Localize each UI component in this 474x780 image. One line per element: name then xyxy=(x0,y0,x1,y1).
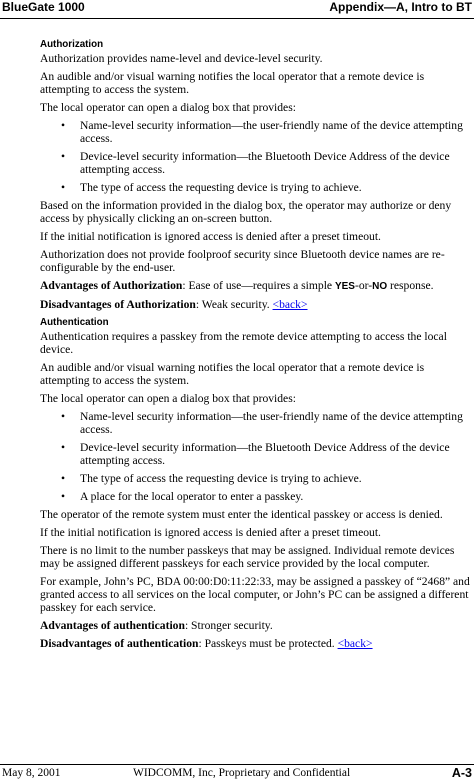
paragraph: Authorization provides name-level and device-level security. xyxy=(40,52,323,65)
paragraph: An audible and/or visual warning notifies the local operator that a remote device is attempting to access the system. xyxy=(40,361,425,387)
paragraph: The local operator can open a dialog box that provides: xyxy=(40,392,296,405)
disadvantages-text: : Weak security. xyxy=(195,298,273,311)
list-item xyxy=(40,410,472,436)
advantages-label: Advantages of authentication xyxy=(40,619,185,632)
page-number: A-3 xyxy=(451,766,472,780)
authorization-bullet-list xyxy=(40,119,472,194)
paragraph: Authentication requires a passkey from the remote device attempting to access the local device. xyxy=(40,330,447,356)
paragraph: For example, John’s PC, BDA 00:00:D0:11:22:33, may be assigned a passkey of “2468” and granted access to all services on the local computer, or John’s PC can be assigned a different passkey for each service. xyxy=(40,575,470,614)
list-item xyxy=(40,441,472,467)
page-footer xyxy=(0,764,474,780)
advantages-text: : Ease of use—requires a simple xyxy=(182,279,335,292)
list-item-text: The type of access the requesting device is trying to achieve. xyxy=(80,181,362,194)
list-item xyxy=(40,490,472,503)
list-item xyxy=(40,181,472,194)
paragraph: An audible and/or visual warning notifies the local operator that a remote device is attempting to access the system. xyxy=(40,70,425,96)
list-item-text: The type of access the requesting device is trying to achieve. xyxy=(80,472,362,485)
advantages-end: response. xyxy=(387,279,434,292)
bullet-icon: • xyxy=(61,119,66,132)
yes-keyword: YES xyxy=(334,281,355,292)
or-text: -or- xyxy=(354,279,373,292)
authorization-heading: Authorization xyxy=(40,39,104,50)
document-title: BlueGate 1000 xyxy=(2,0,85,14)
bullet-icon: • xyxy=(61,441,66,454)
disadvantages-authorization xyxy=(40,298,472,311)
paragraph: There is no limit to the number passkeys that may be assigned. Individual remote devices may be assigned different passkeys for each service provided by the local computer. xyxy=(40,544,455,570)
advantages-text: : Stronger security. xyxy=(184,619,273,632)
authentication-bullet-list xyxy=(40,410,472,503)
bullet-icon: • xyxy=(61,490,66,503)
list-item xyxy=(40,472,472,485)
list-item-text: Name-level security information—the user-friendly name of the device attempting access. xyxy=(80,410,463,436)
list-item xyxy=(40,119,472,145)
footer-company: WIDCOMM, Inc, Proprietary and Confidential xyxy=(133,767,351,779)
authentication-heading: Authentication xyxy=(40,317,109,328)
list-item xyxy=(40,150,472,176)
paragraph: The local operator can open a dialog box that provides: xyxy=(40,101,296,114)
section-title: Appendix—A, Intro to BT xyxy=(329,0,472,14)
disadvantages-label: Disadvantages of authentication xyxy=(40,637,199,650)
disadvantages-authentication xyxy=(40,637,472,650)
paragraph: If the initial notification is ignored access is denied after a preset timeout. xyxy=(40,230,381,243)
disadvantages-text: : Passkeys must be protected. xyxy=(198,637,338,650)
advantages-authentication xyxy=(40,619,472,632)
bullet-icon: • xyxy=(61,472,66,485)
list-item-text: Device-level security information—the Bluetooth Device Address of the device attempting access. xyxy=(80,150,450,176)
bullet-icon: • xyxy=(61,181,66,194)
list-item-text: A place for the local operator to enter a passkey. xyxy=(80,490,304,503)
back-link[interactable]: <back> xyxy=(272,298,308,311)
bullet-icon: • xyxy=(61,150,66,163)
no-keyword: NO xyxy=(372,281,388,292)
paragraph: The operator of the remote system must enter the identical passkey or access is denied. xyxy=(40,508,443,521)
paragraph: Based on the information provided in the dialog box, the operator may authorize or deny access by physically clicking an on-screen button. xyxy=(40,199,452,225)
paragraph: If the initial notification is ignored access is denied after a preset timeout. xyxy=(40,526,381,539)
footer-date: May 8, 2001 xyxy=(2,767,61,779)
bullet-icon: • xyxy=(61,410,66,423)
page-content xyxy=(40,38,472,655)
page-header xyxy=(0,0,474,19)
disadvantages-label: Disadvantages of Authorization xyxy=(40,298,196,311)
advantages-label: Advantages of Authorization xyxy=(40,279,183,292)
paragraph: Authorization does not provide foolproof security since Bluetooth device names are re-configurable by the end-user. xyxy=(40,248,445,274)
list-item-text: Device-level security information—the Bluetooth Device Address of the device attempting access. xyxy=(80,441,450,467)
advantages-authorization xyxy=(40,279,472,293)
back-link[interactable]: <back> xyxy=(337,637,373,650)
list-item-text: Name-level security information—the user-friendly name of the device attempting access. xyxy=(80,119,463,145)
